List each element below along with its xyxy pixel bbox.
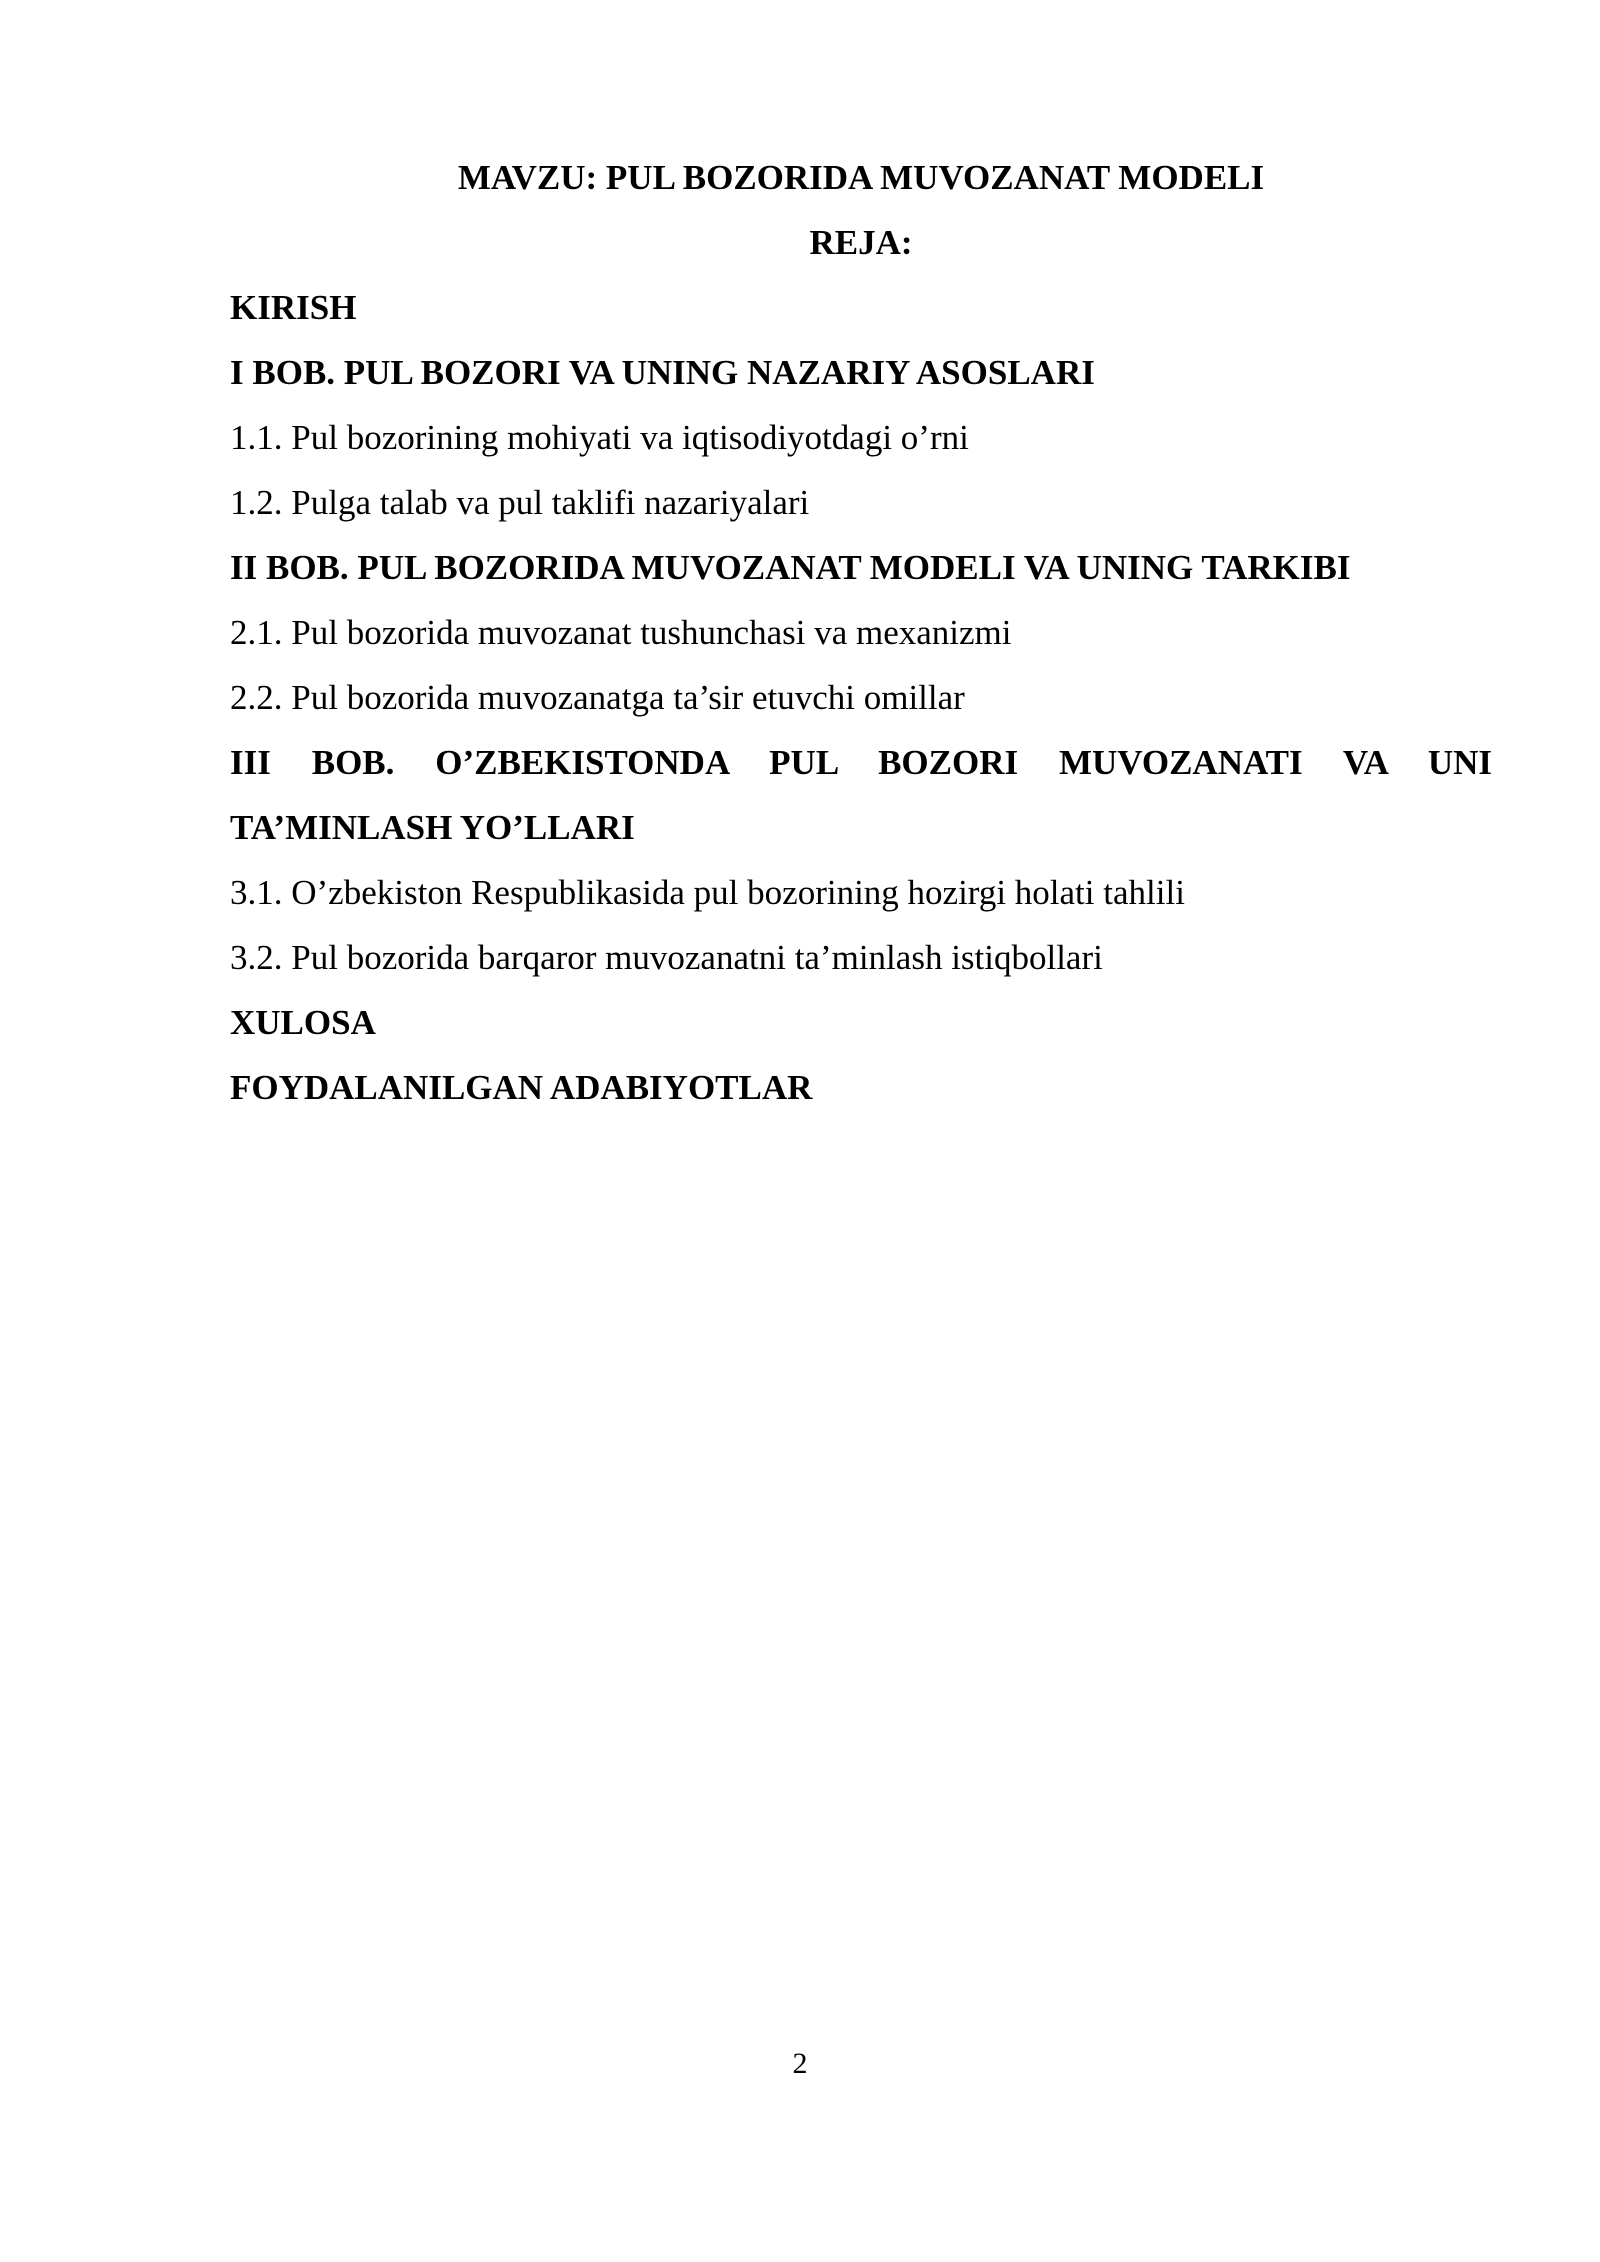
plan-heading: REJA:: [809, 223, 913, 262]
table-of-contents: [230, 145, 1492, 1120]
toc-item-3-1: 3.1. O’zbekiston Respublikasida pul bozorining hozirgi holati tahlili: [230, 873, 1185, 912]
toc-intro: KIRISH: [230, 288, 357, 327]
toc-item-2-1: 2.1. Pul bozorida muvozanat tushunchasi va mexanizmi: [230, 613, 1012, 652]
toc-chapter-1: I BOB. PUL BOZORI VA UNING NAZARIY ASOSLARI: [230, 353, 1095, 392]
toc-item-3-2: 3.2. Pul bozorida barqaror muvozanatni ta’minlash istiqbollari: [230, 938, 1103, 977]
toc-chapter-2: II BOB. PUL BOZORIDA MUVOZANAT MODELI VA UNING TARKIBI: [230, 548, 1351, 587]
toc-chapter-3-line-2: TA’MINLASH YO’LLARI: [230, 808, 635, 847]
page-title: MAVZU: PUL BOZORIDA MUVOZANAT MODELI: [457, 158, 1265, 197]
toc-references: FOYDALANILGAN ADABIYOTLAR: [230, 1068, 813, 1107]
toc-item-1-2: 1.2. Pulga talab va pul taklifi nazariyalari: [230, 483, 810, 522]
toc-item-2-2: 2.2. Pul bozorida muvozanatga ta’sir etuvchi omillar: [230, 678, 965, 717]
page-number: 2: [792, 2047, 808, 2080]
toc-chapter-3-line-1: III BOB. O’ZBEKISTONDA PUL BOZORI MUVOZANATI VA UNI: [230, 743, 1492, 782]
toc-conclusion: XULOSA: [230, 1003, 376, 1042]
toc-item-1-1: 1.1. Pul bozorining mohiyati va iqtisodiyotdagi o’rni: [230, 418, 969, 457]
